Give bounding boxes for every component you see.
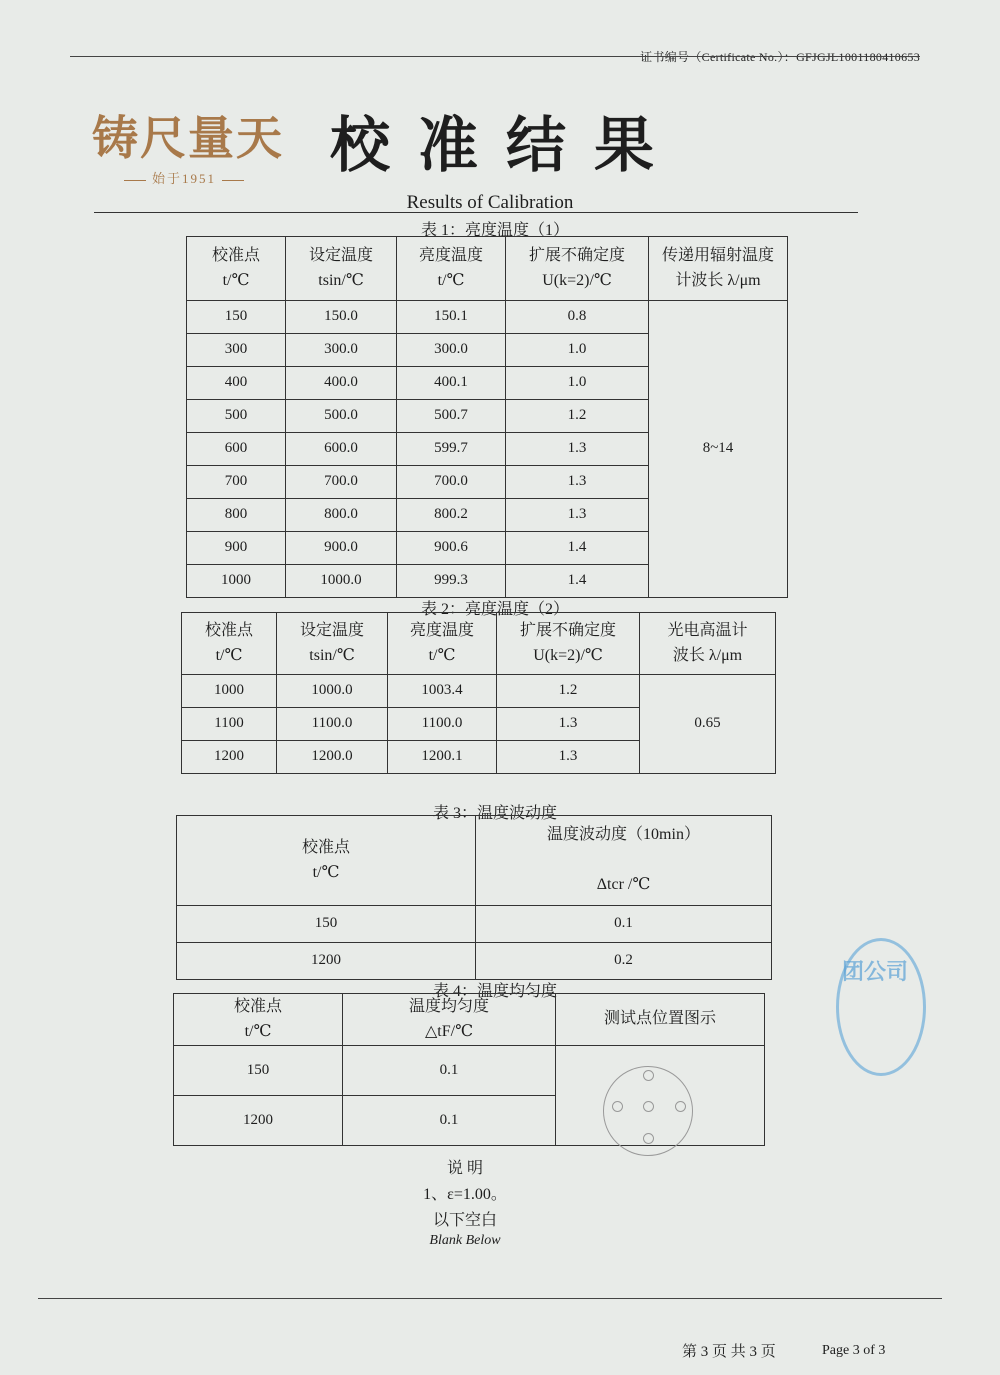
table1-header-text: 校准点 xyxy=(211,246,260,264)
table2-header-text: 光电高温计 xyxy=(667,621,748,639)
top-rule xyxy=(70,56,920,57)
table1-header-text: 扩展不确定度 xyxy=(528,246,625,264)
table-cell: 800 xyxy=(187,499,286,532)
page-number-en: Page 3 of 3 xyxy=(822,1343,886,1358)
notes-title: 说 明 xyxy=(446,1160,483,1177)
table-cell: 900 xyxy=(187,532,286,565)
table-cell: 400 xyxy=(187,367,286,400)
table-cell: 0.1 xyxy=(476,906,772,943)
test-point-diagram xyxy=(603,1066,693,1156)
table-cell: 900.0 xyxy=(286,532,397,565)
table2-header-cell xyxy=(182,613,277,675)
table-cell: 600.0 xyxy=(286,433,397,466)
page-number-cn: 第 3 页 共 3 页 xyxy=(682,1344,776,1360)
table2-header-unit: tsin/℃ xyxy=(309,646,355,664)
table-cell: 1.2 xyxy=(506,400,649,433)
table2-header-unit: 波长 λ/μm xyxy=(672,646,743,664)
table-cell: 150.1 xyxy=(397,301,506,334)
table-cell: 1200 xyxy=(182,741,277,774)
table-cell: 1003.4 xyxy=(388,675,497,708)
table2-header-cell xyxy=(277,613,388,675)
table-cell: 1100.0 xyxy=(277,708,388,741)
table-cell: 900.6 xyxy=(397,532,506,565)
table-cell: 1000.0 xyxy=(277,675,388,708)
table-cell: 1.0 xyxy=(506,334,649,367)
table-cell: 1200.0 xyxy=(277,741,388,774)
table2-header-text: 扩展不确定度 xyxy=(519,621,616,639)
table-cell: 500.7 xyxy=(397,400,506,433)
table4-header-cell xyxy=(174,994,343,1046)
table2 xyxy=(181,612,776,774)
table1 xyxy=(186,236,788,598)
table-cell: 150 xyxy=(174,1046,343,1096)
certificate-value: GFJGJL1001180410653 xyxy=(796,50,920,64)
table-cell: 1200.1 xyxy=(388,741,497,774)
test-point-marker xyxy=(643,1133,654,1144)
table-cell: 500 xyxy=(187,400,286,433)
stamp-text: 团公司 xyxy=(842,959,909,984)
table-row xyxy=(177,943,772,980)
table-cell: 599.7 xyxy=(397,433,506,466)
table-cell: 1.3 xyxy=(497,708,640,741)
test-point-marker xyxy=(675,1101,686,1112)
table4-header-unit: △tF/℃ xyxy=(425,1022,473,1040)
table-cell: 1.2 xyxy=(497,675,640,708)
table4-header-cell xyxy=(343,994,556,1046)
table-row xyxy=(182,675,776,708)
table3-caption: 表 3：温度波动度 xyxy=(432,805,557,822)
page-title: 校准结果 xyxy=(330,111,682,181)
blank-below-cn: 以下空白 xyxy=(432,1212,497,1229)
table-cell: 999.3 xyxy=(397,565,506,598)
table-cell: 1000 xyxy=(187,565,286,598)
table-cell: 300.0 xyxy=(397,334,506,367)
notes-line: 1、ε=1.00。 xyxy=(423,1186,507,1203)
table1-header-unit: t/℃ xyxy=(222,271,250,289)
table2-header-unit: t/℃ xyxy=(428,646,456,664)
table2-header-unit: t/℃ xyxy=(215,646,243,664)
table-row xyxy=(187,301,788,334)
table-cell: 500.0 xyxy=(286,400,397,433)
certificate-label: 证书编号（Certificate No.）： xyxy=(640,50,797,64)
table-cell: 1100.0 xyxy=(388,708,497,741)
table-cell: 1.3 xyxy=(497,741,640,774)
table-cell: 0.1 xyxy=(343,1046,556,1096)
table-cell: 150 xyxy=(177,906,476,943)
logo-subtitle xyxy=(118,168,250,187)
table3-header-text: 校准点 xyxy=(301,838,350,856)
table2-header-cell xyxy=(640,613,776,675)
table-cell: 300 xyxy=(187,334,286,367)
table1-header-unit: U(k=2)/℃ xyxy=(542,271,612,289)
table-cell: 1100 xyxy=(182,708,277,741)
table-cell: 1.4 xyxy=(506,532,649,565)
test-point-marker xyxy=(643,1070,654,1081)
page-subtitle: Results of Calibration xyxy=(406,192,574,213)
table-cell: 1.3 xyxy=(506,499,649,532)
table-cell: 400.0 xyxy=(286,367,397,400)
table-cell: 400.1 xyxy=(397,367,506,400)
table-cell: 1.3 xyxy=(506,466,649,499)
table1-header-text: 传递用辐射温度 xyxy=(661,246,774,264)
table4-header-unit: t/℃ xyxy=(244,1022,272,1040)
table-cell: 700.0 xyxy=(397,466,506,499)
table2-header-text: 亮度温度 xyxy=(409,621,474,639)
table1-header-text: 亮度温度 xyxy=(418,246,483,264)
table-cell: 1.0 xyxy=(506,367,649,400)
table-cell: 150 xyxy=(187,301,286,334)
table3 xyxy=(176,815,772,980)
table-cell: 150.0 xyxy=(286,301,397,334)
table-cell: 800.2 xyxy=(397,499,506,532)
table1-header-unit: 计波长 λ/μm xyxy=(675,271,761,289)
title-rule xyxy=(94,212,858,213)
table4-header-text: 温度均匀度 xyxy=(408,997,489,1015)
table4-header-cell: 测试点位置图示 xyxy=(556,994,765,1046)
table2-wavelength-cell: 0.65 xyxy=(640,675,776,774)
logo-subtitle-text: 始于1951 xyxy=(152,171,217,186)
table3-header-text: 温度波动度（10min） xyxy=(547,826,700,844)
bottom-rule xyxy=(38,1298,942,1299)
table1-header-text: 设定温度 xyxy=(308,246,373,264)
test-point-marker xyxy=(643,1101,654,1112)
table1-wavelength-cell: 8~14 xyxy=(649,301,788,598)
table3-header-unit: Δtcr /℃ xyxy=(596,875,651,893)
table3-header-unit: t/℃ xyxy=(312,863,340,881)
table-cell: 1200 xyxy=(174,1096,343,1146)
table1-header-cell xyxy=(649,237,788,301)
table-cell: 700 xyxy=(187,466,286,499)
table-cell: 600 xyxy=(187,433,286,466)
table-cell: 0.1 xyxy=(343,1096,556,1146)
table1-header-unit: tsin/℃ xyxy=(318,271,364,289)
table2-header-text: 校准点 xyxy=(204,621,253,639)
table-cell: 800.0 xyxy=(286,499,397,532)
table2-header-cell xyxy=(497,613,640,675)
table1-header-cell xyxy=(397,237,506,301)
test-point-marker xyxy=(612,1101,623,1112)
table4-caption: 表 4：温度均匀度 xyxy=(432,983,557,1000)
table-cell: 1200 xyxy=(177,943,476,980)
table1-header-cell xyxy=(286,237,397,301)
table-cell: 0.2 xyxy=(476,943,772,980)
table-cell: 0.8 xyxy=(506,301,649,334)
table-cell: 1.3 xyxy=(506,433,649,466)
table2-header-cell xyxy=(388,613,497,675)
table1-header-unit: t/℃ xyxy=(437,271,465,289)
table1-header-cell xyxy=(506,237,649,301)
table4-header-text: 校准点 xyxy=(233,997,282,1015)
table1-caption: 表 1：亮度温度（1） xyxy=(420,222,569,239)
table2-header-text: 设定温度 xyxy=(299,621,364,639)
table2-caption: 表 2：亮度温度（2） xyxy=(420,601,569,618)
table-cell: 1.4 xyxy=(506,565,649,598)
table2-header-unit: U(k=2)/℃ xyxy=(533,646,603,664)
table-row xyxy=(177,906,772,943)
table-cell: 300.0 xyxy=(286,334,397,367)
table-cell: 700.0 xyxy=(286,466,397,499)
table-cell: 1000 xyxy=(182,675,277,708)
table3-header-cell xyxy=(177,816,476,906)
logo: 铸尺量天 xyxy=(92,111,284,165)
table1-header-cell xyxy=(187,237,286,301)
blank-below-en: Blank Below xyxy=(429,1233,501,1248)
table3-header-cell xyxy=(476,816,772,906)
table-cell: 1000.0 xyxy=(286,565,397,598)
